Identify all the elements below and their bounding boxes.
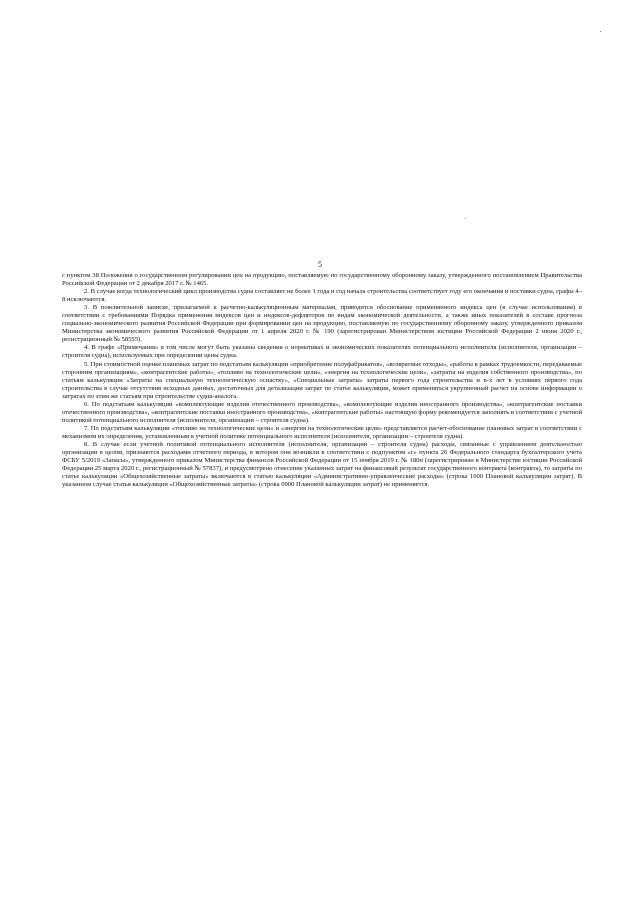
- scan-speck: [600, 31, 601, 32]
- paragraph-4: 4. В графе «Примечания» в том числе могут быть указаны сведения о нормативах и экономических показателях потенциального исполнителя (исполнителя, организации – строителя судна), используемых при определении цены судна.: [62, 344, 582, 360]
- paragraph-6: 6. По подстатьям калькуляции «комплектующие изделия отечественного производства», «комплектующие изделия иностранного производства», «контрагентские поставки отечественного производства», «контрагентские поставки иностранного производства», «контрагентские работы» настоящую форму рекомендуется заполнять в соответствии с учетной политикой потенциального исполнителя (исполнителя, организации – строителя судна).: [62, 400, 582, 424]
- paragraph-7: 7. По подстатьям калькуляции «топливо на технологические цели» и «энергия на технологические цели» представляется расчет-обоснование плановых затрат в соответствии с механизмом их определения, установленным в учетной политике потенциального исполнителя (исполнителя, организации – строителя судна).: [62, 424, 582, 440]
- page-number: 5: [318, 260, 322, 269]
- paragraph-2: 2. В случае когда технологический цикл производства судна составляет не более 1 года и год начала строительства соответствует году его окончания и поставки судна, графы 4–8 исключаются.: [62, 288, 582, 304]
- document-body: [62, 272, 582, 489]
- paragraph-8: 8. В случае если учетной политикой потенциального исполнителя (исполнителя, организации – строителя судна) расходы, связанные с управлением деятельностью организации в целом, признаются расходами отчетного периода, в котором они возникли в соответствии с подпунктом «г» пункта 26 Федерального стандарта бухгалтерского учета ФСБУ 5/2019 «Запасы», утвержденного приказом Министерства финансов Российской Федерации от 15 ноября 2019 г. № 180н (зарегистрирован в Министерстве юстиции Российской Федерации 25 марта 2020 г., регистрационный № 57837), и предусмотрено отнесение указанных затрат на финансовый результат государственного контракта (контракта), то затраты по статье калькуляции «Общехозяйственные затраты» включаются в статью калькуляции «Административно-управленческие расходы» (строка 1600 Плановой калькуляции затрат). В указанном случае статья калькуляции «Общехозяйственные затраты» (строка 0900 Плановой калькуляции затрат) не применяется.: [62, 440, 582, 489]
- paragraph-5: 5. При стоимостной оценке плановых затрат по подстатьям калькуляции «приобретение полуфабрикатов», «возвратные отходы», «работы в рамках трудоемкости, передаваемые сторонним организациям», «контрагентские работы», «топливо на технологические цели», «энергия на технологические цели», «затраты на изделия собственного производства», по статьям калькуляции «Затраты на специальную технологическую оснастку», «Специальные затраты» затраты первого года строительства и n-х лет в условиях первого года строительства в случае отсутствия исходных данных, достаточных для детализации затрат по статье калькуляции, может применяться укрупненный расчет на основе информации о затратах по этим же статьям при строительстве судна-аналога.: [62, 360, 582, 400]
- scan-speck: [465, 218, 466, 219]
- paragraph-3: 3. В пояснительной записке, прилагаемой к расчетно-калькуляционным материалам, приводится обоснование применяемого индекса цен (в случае использования) в соответствии с требованиями Порядка применения индексов цен и индексов-дефляторов по видам экономической деятельности, а также иных показателей в составе прогноза социально-экономического развития Российской Федерации при формировании цен на продукцию, поставляемую по государственному оборонному заказу, утвержденного приказом Министерства экономического развития Российской Федерации от 1 апреля 2020 г. № 190 (зарегистрирован Министерством юстиции Российской Федерации 2 июня 2020 г., регистрационный № 58555).: [62, 304, 582, 344]
- paragraph-continuation: с пунктом 38 Положения о государственном регулировании цен на продукцию, поставляемую по государственному оборонному заказу, утвержденного постановлением Правительства Российской Федерации от 2 декабря 2017 г. № 1465.: [62, 272, 582, 288]
